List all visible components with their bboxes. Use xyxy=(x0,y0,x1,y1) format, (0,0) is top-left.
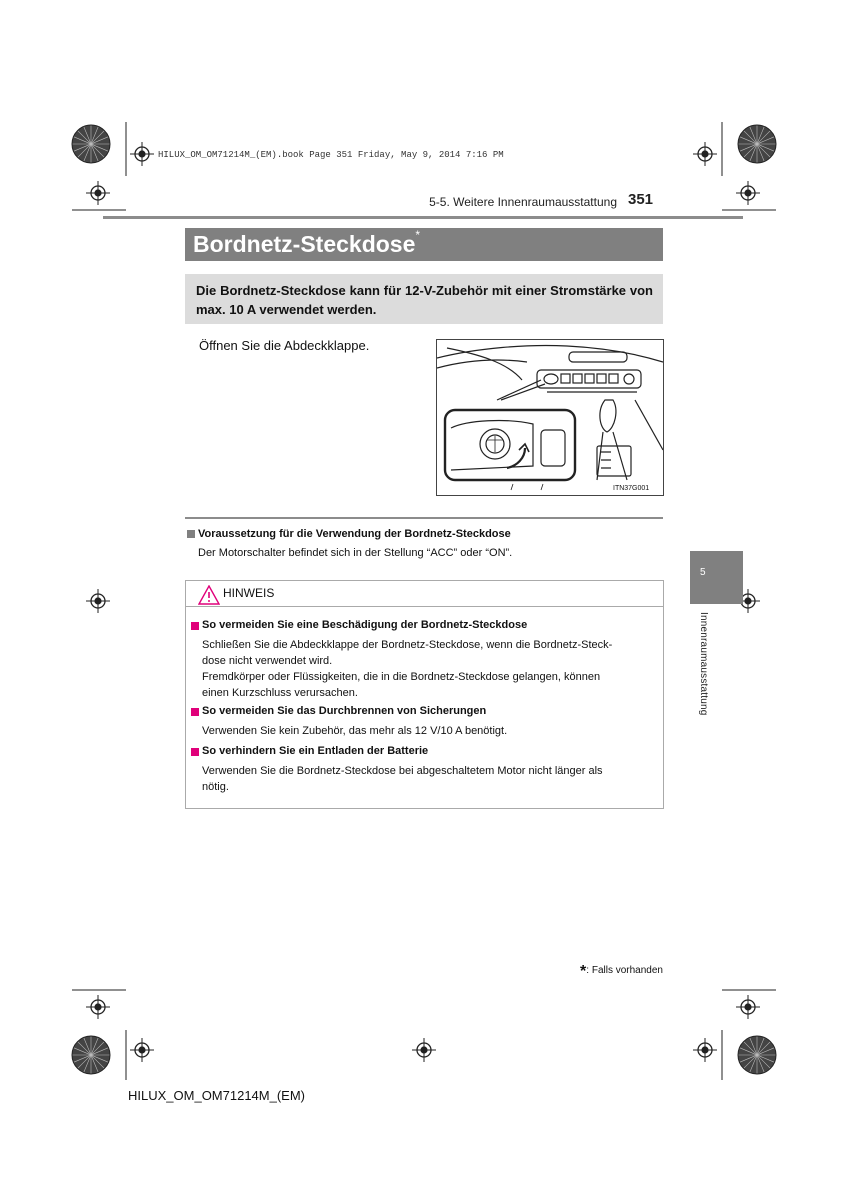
notice-bullet-icon xyxy=(191,622,199,630)
notice-item-line: Schließen Sie die Abdeckklappe der Bordnetz-Steckdose, wenn die Bordnetz-Steck- xyxy=(202,639,613,651)
illustration-code: ITN37G001 xyxy=(613,485,650,492)
notice-label: HINWEIS xyxy=(223,586,275,600)
footnote-marker: * xyxy=(580,963,587,980)
chapter-tab xyxy=(690,551,743,604)
color-rosette-top-right xyxy=(738,125,776,163)
notice-item-heading: So vermeiden Sie das Durchbrennen von Sicherungen xyxy=(202,705,487,717)
instruction-step: Öffnen Sie die Abdeckklappe. xyxy=(199,338,370,353)
bullet-square-icon xyxy=(187,530,195,538)
notice-bullet-icon xyxy=(191,748,199,756)
section-title xyxy=(193,228,421,258)
intro-summary-text: Die Bordnetz-Steckdose kann für 12-V-Zubehör mit einer Stromstärke von max. 10 A verwendet werden. xyxy=(196,283,653,317)
notice-header-divider xyxy=(186,606,663,607)
notice-item-heading: So verhindern Sie ein Entladen der Batterie xyxy=(202,745,429,757)
notice-item-line: Verwenden Sie kein Zubehör, das mehr als 12 V/10 A benötigt. xyxy=(202,725,508,737)
dashboard-console-drawing xyxy=(437,340,663,495)
color-rosette-bottom-right xyxy=(738,1036,776,1074)
footnote xyxy=(580,960,663,978)
chapter-label: Innenraumausstattung xyxy=(698,612,709,716)
notice-item-line: einen Kurzschluss verursachen. xyxy=(202,687,358,699)
intro-summary-box xyxy=(185,274,663,324)
chapter-number: 5 xyxy=(700,567,706,578)
notice-item-text xyxy=(202,763,652,795)
header-divider xyxy=(103,216,743,219)
notice-item-line: nötig. xyxy=(202,781,229,793)
optional-equipment-marker: * xyxy=(415,228,421,243)
notice-item-line: Verwenden Sie die Bordnetz-Steckdose bei abgeschaltetem Motor nicht länger als xyxy=(202,765,603,777)
requirement-text: Der Motorschalter befindet sich in der Stellung “ACC” oder “ON”. xyxy=(198,547,513,559)
notice-item-line: Fremdkörper oder Flüssigkeiten, die in die Bordnetz-Steckdose gelangen, können xyxy=(202,671,601,683)
notice-item-heading: So vermeiden Sie eine Beschädigung der Bordnetz-Steckdose xyxy=(202,619,528,631)
running-header-section: 5-5. Weitere Innenraumausstattung xyxy=(429,195,617,209)
notice-item-line: dose nicht verwendet wird. xyxy=(202,655,333,667)
color-rosette-bottom-left xyxy=(72,1036,110,1074)
notice-item-text xyxy=(202,723,652,739)
page-number: 351 xyxy=(628,191,654,208)
notice-box xyxy=(185,580,664,809)
section-title-text: Bordnetz-Steckdose xyxy=(193,231,416,257)
color-rosette-top-left xyxy=(72,125,110,163)
footnote-text: : Falls vorhanden xyxy=(586,965,663,976)
document-code: HILUX_OM_OM71214M_(EM) xyxy=(128,1088,305,1103)
section-divider xyxy=(185,517,663,519)
requirement-heading: Voraussetzung für die Verwendung der Bordnetz-Steckdose xyxy=(198,528,511,540)
print-info-line: HILUX_OM_OM71214M_(EM).book Page 351 Friday, May 9, 2014 7:16 PM xyxy=(158,150,504,160)
section-title-bar xyxy=(185,228,663,261)
notice-bullet-icon xyxy=(191,708,199,716)
warning-triangle-icon xyxy=(198,585,220,605)
power-outlet-illustration xyxy=(436,339,664,496)
notice-item-text xyxy=(202,637,652,701)
